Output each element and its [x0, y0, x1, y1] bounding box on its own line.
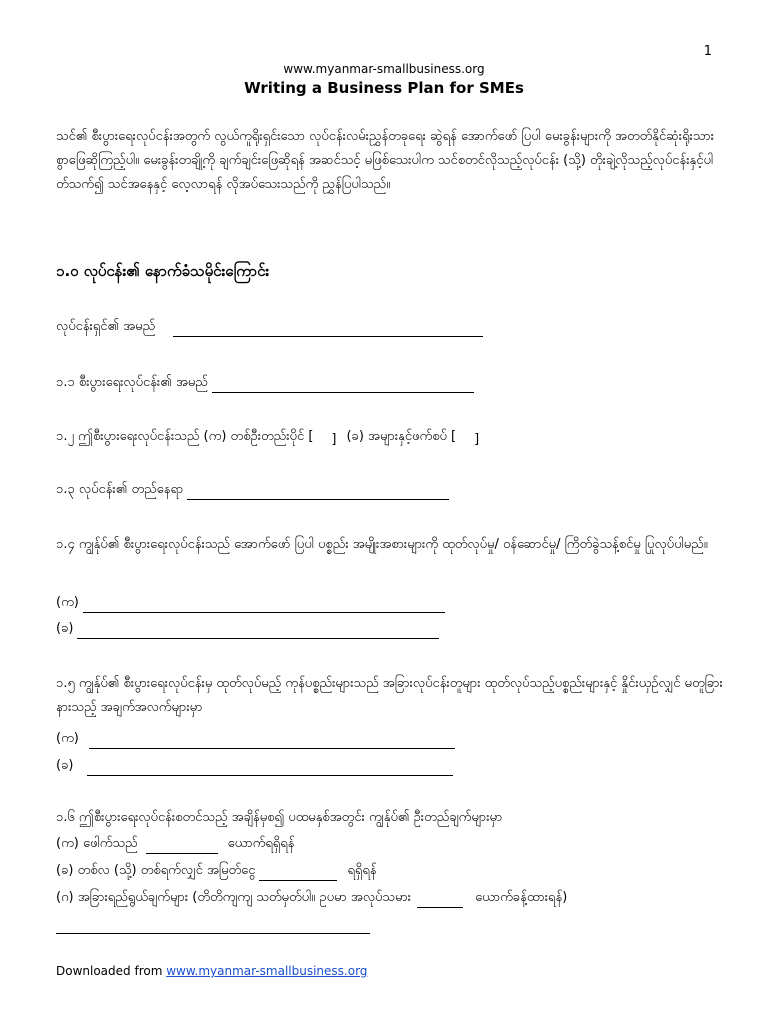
- ownership-row: [56, 428, 479, 447]
- ownership-bracket-close-2: ]: [474, 432, 480, 447]
- footer-divider: [56, 933, 370, 934]
- business-name-label: ၁.၁ စီးပွားရေးလုပ်ငန်း၏ အမည်: [56, 375, 208, 390]
- section-heading: ၁.၀ လုပ်ငန်း၏ နောက်ခံသမိုင်းကြောင်း: [56, 262, 270, 280]
- q14-answer-a-row: [56, 594, 445, 613]
- q16-a-label: (က) ဖေါက်သည်: [56, 836, 138, 851]
- ownership-question: ၁.၂ ဤစီးပွားရေးလုပ်ငန်းသည် (က) တစ်ဦးတည်းပိုင် [: [56, 429, 314, 444]
- owner-name-row: [56, 318, 483, 337]
- document-title: Writing a Business Plan for SMEs: [244, 79, 524, 97]
- q16-c-suffix: ယောက်ခန့်ထားရန်): [475, 890, 568, 905]
- footer-prefix: Downloaded from: [56, 964, 167, 978]
- owner-name-blank[interactable]: [173, 322, 483, 337]
- q16-b-blank[interactable]: [259, 866, 337, 881]
- page-number: 1: [703, 44, 712, 59]
- business-name-row: [56, 374, 474, 393]
- q15-a-label: (က): [56, 731, 79, 746]
- q15-b-label: (ခ): [56, 758, 74, 773]
- q16-answer-c-row: [56, 889, 567, 908]
- question-1-5: ၁.၅ ကျွန်ုပ်၏ စီးပွားရေးလုပ်ငန်းမှ ထုတ်လုပ်မည့် ကုန်ပစ္စည်းများသည် အခြားလုပ်ငန်းတူများ ထုတ်လုပ်သည့်ပစ္စည်းများနှင့် နှိုင်းယှဉ်လျှင် မတူခြားနားသည့် အချက်အလက်များမှာ: [56, 676, 723, 715]
- q15-b-blank[interactable]: [87, 761, 453, 776]
- q16-a-blank[interactable]: [146, 839, 218, 854]
- q16-c-label: (ဂ) အခြားရည်ရွယ်ချက်များ (တိတိကျကျ သတ်မှတ်ပါ။ ဥပမာ အလုပ်သမား: [56, 890, 412, 905]
- location-row: [56, 481, 449, 500]
- q15-a-blank[interactable]: [89, 734, 455, 749]
- q14-b-blank[interactable]: [77, 624, 439, 639]
- q16-b-label: (ခ) တစ်လ (သို့) တစ်ရက်လျှင် အမြတ်ငွေ: [56, 863, 256, 878]
- owner-name-label: လုပ်ငန်းရှင်၏ အမည်: [56, 319, 156, 334]
- q16-a-suffix: ယောက်ရရှိရန်: [227, 836, 295, 851]
- q15-answer-a-row: [56, 730, 455, 749]
- footer-link[interactable]: www.myanmar-smallbusiness.org: [166, 964, 368, 978]
- location-label: ၁.၃ လုပ်ငန်း၏ တည်နေရာ: [56, 482, 184, 497]
- question-1-4: ၁.၄ ကျွန်ုပ်၏ စီးပွားရေးလုပ်ငန်းသည် အောက်ဖော် ပြပါ ပစ္စည်း အမျိုးအစားများကို ထုတ်လုပ်မှု/ ဝန်ဆောင်မှု/ ကြိတ်ခွဲသန့်စင်မှု ပြုလုပ်ပါမည်။: [56, 537, 708, 552]
- q16-answer-b-row: [56, 862, 377, 881]
- header-url: www.myanmar-smallbusiness.org: [283, 62, 485, 76]
- q14-a-blank[interactable]: [83, 598, 445, 613]
- intro-paragraph: သင်၏ စီးပွားရေးလုပ်ငန်းအတွက် လွယ်ကူရိုးရှင်းသော လုပ်ငန်းလမ်းညွှန်တခုရေး ဆွဲရန် အောက်ဖော် ပြပါ မေးခွန်းများကို အတတ်နိုင်ဆုံးရိုးသားစွာဖြေဆိုကြည့်ပါ။ မေးခွန်းတချို့ကို ချက်ချင်းဖြေဆိုရန် အဆင်သင့် မဖြစ်သေးပါက သင်စတင်လိုသည့်လုပ်ငန်း (သို့) တိုးချဲ့လိုသည့်လုပ်ငန်းနှင့်ပါတ်သက်၍ သင်အနေနှင့် လေ့လာရန် လိုအပ်သေးသည်ကို ညွှန်ပြပါသည်။: [56, 129, 715, 192]
- ownership-bracket-close: ]: [331, 432, 337, 447]
- footer: [56, 964, 367, 978]
- business-name-blank[interactable]: [212, 378, 474, 393]
- ownership-joint-label: (ခ) အများနှင့်ဖက်စပ် [: [346, 429, 457, 444]
- q16-b-suffix: ရရှိရန်: [347, 863, 377, 878]
- question-1-6: ၁.၆ ဤစီးပွားရေးလုပ်ငန်းစတင်သည့် အချိန်မှစ၍ ပထမနှစ်အတွင်း ကျွန်ုပ်၏ ဦးတည်ချက်များမှာ: [56, 810, 503, 825]
- q15-answer-b-row: [56, 757, 453, 776]
- location-blank[interactable]: [187, 485, 449, 500]
- q16-answer-a-row: [56, 835, 294, 854]
- q14-answer-b-row: [56, 620, 439, 639]
- q14-b-label: (ခ): [56, 621, 74, 636]
- q14-a-label: (က): [56, 595, 79, 610]
- q16-c-blank[interactable]: [417, 893, 463, 908]
